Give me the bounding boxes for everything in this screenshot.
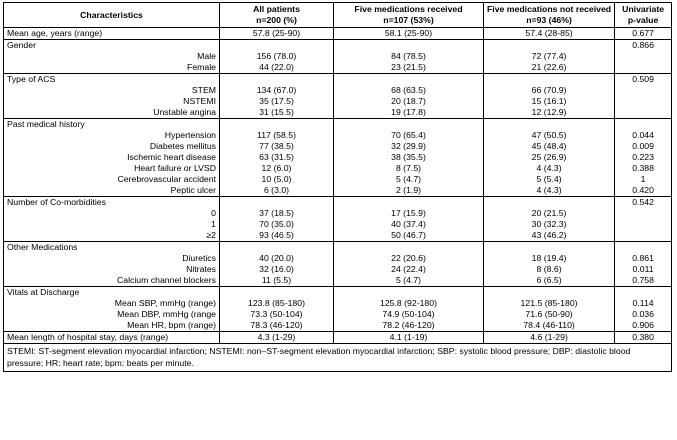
table-row (4, 332, 672, 344)
row-label: Mean age, years (range) (4, 28, 220, 40)
row-label: Heart failure or LVSD (4, 163, 220, 174)
table-row (4, 253, 672, 264)
cell-p-value: 0.036 (615, 309, 672, 320)
cell-received: 38 (35.5) (334, 152, 484, 163)
cell-not-received: 21 (22.6) (484, 62, 615, 74)
section-header-row (4, 74, 672, 86)
cell-p-value: 0.542 (615, 197, 672, 209)
table-footnote: STEMI: ST-segment elevation myocardial infarction; NSTEMI: non–ST-segment elevation myocardial infarction; SBP: systolic blood pressure; DBP: diastolic blood pressure; HR: heart rate; bpm: beats per minute. (4, 344, 672, 372)
cell-not-received: 71.6 (50-90) (484, 309, 615, 320)
cell-p-value: 0.388 (615, 163, 672, 174)
cell-p-value: 0.011 (615, 264, 672, 275)
cell-received: 74.9 (50-104) (334, 309, 484, 320)
table-row (4, 28, 672, 40)
header-univariate-p: Univariate p-value (615, 3, 672, 28)
cell-all: 156 (78.0) (220, 51, 334, 62)
section-header-row (4, 242, 672, 254)
cell-not-received: 5 (5.4) (484, 174, 615, 185)
cell-not-received: 4 (4.3) (484, 163, 615, 174)
cell-all: 70 (35.0) (220, 219, 334, 230)
cell-p-value: 0.509 (615, 74, 672, 86)
cell-not-received: 45 (48.4) (484, 141, 615, 152)
cell-received: 8 (7.5) (334, 163, 484, 174)
header-received: Five medications received n=107 (53%) (334, 3, 484, 28)
table-row (4, 309, 672, 320)
cell-p-value: 0.044 (615, 130, 672, 141)
cell-all: 93 (46.5) (220, 230, 334, 242)
cell-p-value: 0.114 (615, 298, 672, 309)
cell-not-received: 6 (6.5) (484, 275, 615, 287)
table-row (4, 230, 672, 242)
row-label: 0 (4, 208, 220, 219)
cell-not-received: 18 (19.4) (484, 253, 615, 264)
row-label: ≥2 (4, 230, 220, 242)
cell-received: 17 (15.9) (334, 208, 484, 219)
section-title: Other Medications (4, 242, 220, 254)
row-label: Diabetes mellitus (4, 141, 220, 152)
header-characteristics: Characteristics (4, 3, 220, 28)
cell-not-received: 15 (16.1) (484, 96, 615, 107)
table-row (4, 320, 672, 332)
cell-all: 31 (15.5) (220, 107, 334, 119)
cell-all: 37 (18.5) (220, 208, 334, 219)
row-label: Mean length of hospital stay, days (range) (4, 332, 220, 344)
section-title: Past medical history (4, 119, 220, 131)
table-row (4, 208, 672, 219)
table-header-row (4, 3, 672, 28)
cell-received: 70 (65.4) (334, 130, 484, 141)
row-label: Calcium channel blockers (4, 275, 220, 287)
cell-p-value: 0.861 (615, 253, 672, 264)
cell-not-received: 121.5 (85-180) (484, 298, 615, 309)
cell-all: 4.3 (1-29) (220, 332, 334, 344)
cell-received: 78.2 (46-120) (334, 320, 484, 332)
cell-received: 19 (17.8) (334, 107, 484, 119)
table-row (4, 130, 672, 141)
row-label: Hypertension (4, 130, 220, 141)
row-label: Mean DBP, mmHg (range (4, 309, 220, 320)
table-row (4, 62, 672, 74)
cell-all: 77 (38.5) (220, 141, 334, 152)
table-row (4, 174, 672, 185)
cell-received: 50 (46.7) (334, 230, 484, 242)
cell-p-value: 0.380 (615, 332, 672, 344)
table-row (4, 51, 672, 62)
section-header-row (4, 287, 672, 299)
row-label: Mean SBP, mmHg (range) (4, 298, 220, 309)
cell-all: 117 (58.5) (220, 130, 334, 141)
cell-all: 11 (5.5) (220, 275, 334, 287)
cell-not-received: 8 (8.6) (484, 264, 615, 275)
cell-p-value: 0.866 (615, 40, 672, 52)
cell-all: 32 (16.0) (220, 264, 334, 275)
cell-received: 84 (78.5) (334, 51, 484, 62)
cell-p-value: 0.677 (615, 28, 672, 40)
row-label: 1 (4, 219, 220, 230)
cell-all: 10 (5.0) (220, 174, 334, 185)
cell-all: 12 (6.0) (220, 163, 334, 174)
table-row (4, 275, 672, 287)
table-row (4, 152, 672, 163)
characteristics-table (3, 2, 672, 372)
cell-received: 5 (4.7) (334, 174, 484, 185)
section-header-row (4, 40, 672, 52)
cell-received: 24 (22.4) (334, 264, 484, 275)
cell-received: 40 (37.4) (334, 219, 484, 230)
row-label: NSTEMI (4, 96, 220, 107)
cell-not-received: 30 (32.3) (484, 219, 615, 230)
cell-p-value: 0.420 (615, 185, 672, 197)
cell-p-value: 0.906 (615, 320, 672, 332)
cell-all: 134 (67.0) (220, 85, 334, 96)
header-all-patients: All patients n=200 (%) (220, 3, 334, 28)
cell-received: 20 (18.7) (334, 96, 484, 107)
cell-all: 44 (22.0) (220, 62, 334, 74)
row-label: Mean HR, bpm (range) (4, 320, 220, 332)
cell-all: 40 (20.0) (220, 253, 334, 264)
footnote-row (4, 344, 672, 372)
row-label: Peptic ulcer (4, 185, 220, 197)
section-title: Type of ACS (4, 74, 220, 86)
table-row (4, 298, 672, 309)
row-label: Unstable angina (4, 107, 220, 119)
cell-p-value: 0.758 (615, 275, 672, 287)
row-label: Cerebrovascular accident (4, 174, 220, 185)
cell-not-received: 4.6 (1-29) (484, 332, 615, 344)
cell-received: 125.8 (92-180) (334, 298, 484, 309)
section-title: Number of Co-morbidities (4, 197, 220, 209)
row-label: Male (4, 51, 220, 62)
cell-not-received: 20 (21.5) (484, 208, 615, 219)
cell-not-received: 57.4 (28-85) (484, 28, 615, 40)
row-label: Diuretics (4, 253, 220, 264)
row-label: Ischemic heart disease (4, 152, 220, 163)
cell-received: 23 (21.5) (334, 62, 484, 74)
table-row (4, 163, 672, 174)
cell-received: 32 (29.9) (334, 141, 484, 152)
cell-not-received: 43 (46.2) (484, 230, 615, 242)
cell-p-value: 0.223 (615, 152, 672, 163)
section-header-row (4, 197, 672, 209)
cell-all: 57.8 (25-90) (220, 28, 334, 40)
cell-received: 22 (20.6) (334, 253, 484, 264)
table-row (4, 185, 672, 197)
cell-received: 58.1 (25-90) (334, 28, 484, 40)
section-title: Vitals at Discharge (4, 287, 220, 299)
header-not-received: Five medications not received n=93 (46%) (484, 3, 615, 28)
cell-all: 63 (31.5) (220, 152, 334, 163)
cell-not-received: 4 (4.3) (484, 185, 615, 197)
cell-p-value: 0.009 (615, 141, 672, 152)
section-title: Gender (4, 40, 220, 52)
cell-p-value: 1 (615, 174, 672, 185)
table-row (4, 219, 672, 230)
table-row (4, 264, 672, 275)
section-header-row (4, 119, 672, 131)
row-label: Female (4, 62, 220, 74)
cell-all: 123.8 (85-180) (220, 298, 334, 309)
cell-all: 6 (3.0) (220, 185, 334, 197)
cell-not-received: 78.4 (46-110) (484, 320, 615, 332)
row-label: Nitrates (4, 264, 220, 275)
cell-not-received: 12 (12.9) (484, 107, 615, 119)
row-label: STEM (4, 85, 220, 96)
cell-received: 4.1 (1-19) (334, 332, 484, 344)
cell-all: 78.3 (46-120) (220, 320, 334, 332)
cell-not-received: 25 (26.9) (484, 152, 615, 163)
table-row (4, 96, 672, 107)
table-row (4, 107, 672, 119)
cell-not-received: 47 (50.5) (484, 130, 615, 141)
cell-received: 68 (63.5) (334, 85, 484, 96)
table-row (4, 141, 672, 152)
cell-not-received: 72 (77.4) (484, 51, 615, 62)
cell-all: 73.3 (50-104) (220, 309, 334, 320)
cell-not-received: 66 (70.9) (484, 85, 615, 96)
cell-received: 2 (1.9) (334, 185, 484, 197)
cell-received: 5 (4.7) (334, 275, 484, 287)
table-row (4, 85, 672, 96)
cell-all: 35 (17.5) (220, 96, 334, 107)
